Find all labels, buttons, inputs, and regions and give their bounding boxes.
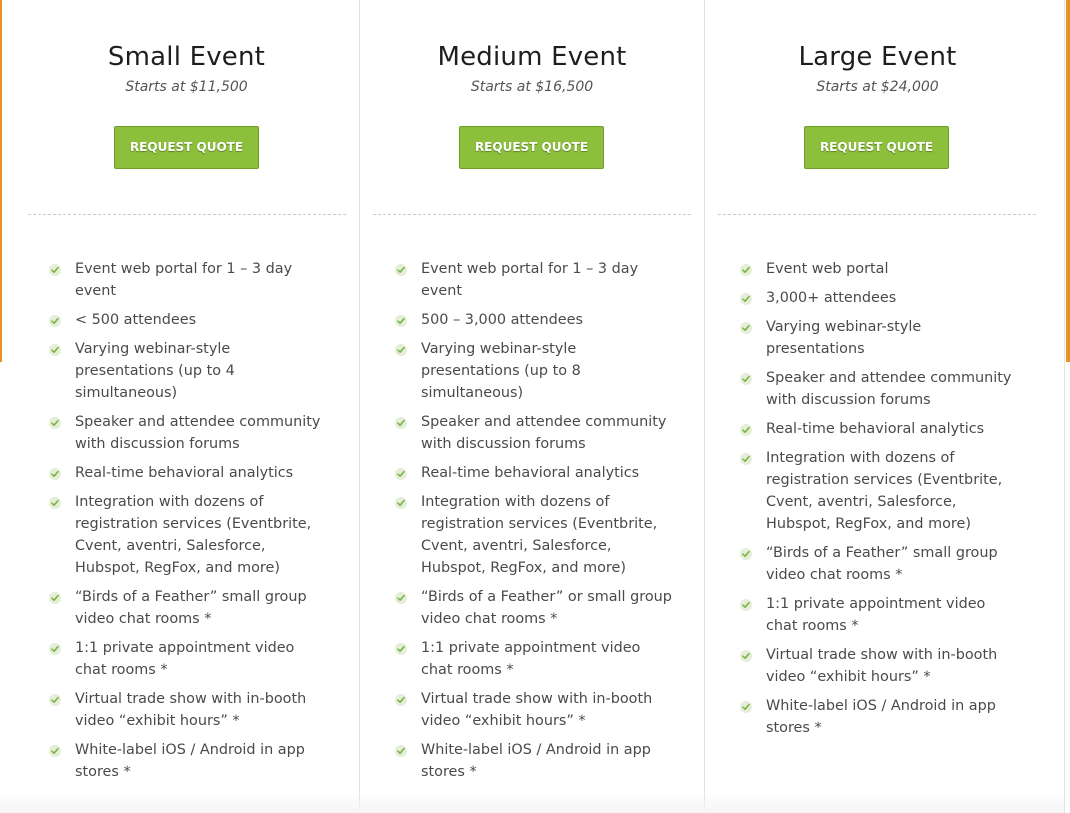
feature-item [395, 586, 675, 630]
feature-text: Event web portal [766, 261, 889, 277]
check-icon [395, 315, 407, 327]
check-icon [395, 694, 407, 706]
feature-item [395, 462, 675, 484]
feature-text: White-label iOS / Android in app stores * [75, 742, 305, 780]
feature-text: 500 – 3,000 attendees [421, 312, 584, 328]
check-icon [740, 599, 752, 611]
request-quote-button[interactable]: REQUEST QUOTE [804, 126, 949, 169]
check-icon [395, 264, 407, 276]
check-icon [49, 694, 61, 706]
plan-card-small [0, 0, 359, 813]
feature-text: Real-time behavioral analytics [766, 421, 985, 437]
request-quote-button[interactable]: REQUEST QUOTE [114, 126, 259, 169]
feature-item [49, 309, 329, 331]
check-icon [49, 344, 61, 356]
check-icon [740, 548, 752, 560]
feature-text: Varying webinar-style presentations (up to 4 simultaneous) [75, 341, 235, 401]
feature-text: Varying webinar-style presentations (up to 8 simultaneous) [421, 341, 581, 401]
check-icon [49, 315, 61, 327]
check-icon [395, 643, 407, 655]
feature-text: White-label iOS / Android in app stores * [766, 698, 996, 736]
feature-text: Real-time behavioral analytics [421, 465, 640, 481]
feature-text: Integration with dozens of registration services (Eventbrite, Cvent, aventri, Salesforce, Hubspot, RegFox, and more) [766, 450, 1003, 532]
request-quote-button[interactable]: REQUEST QUOTE [459, 126, 604, 169]
feature-item [740, 593, 1020, 637]
feature-text: Event web portal for 1 – 3 day event [421, 261, 639, 299]
check-icon [740, 701, 752, 713]
feature-text: White-label iOS / Android in app stores * [421, 742, 651, 780]
check-icon [740, 650, 752, 662]
feature-item [395, 258, 675, 302]
feature-item [740, 287, 1020, 309]
feature-text: 3,000+ attendees [766, 290, 897, 306]
feature-item [740, 695, 1020, 739]
bottom-shadow [0, 791, 1064, 813]
plan-title: Small Event [107, 42, 266, 72]
feature-text: Virtual trade show with in-booth video “exhibit hours” * [421, 691, 653, 729]
check-icon [395, 745, 407, 757]
feature-item [395, 688, 675, 732]
feature-text: Speaker and attendee community with discussion forums [75, 414, 321, 452]
feature-text: 1:1 private appointment video chat rooms * [766, 596, 986, 634]
feature-text: Real-time behavioral analytics [75, 465, 294, 481]
feature-item [740, 367, 1020, 411]
feature-item [740, 316, 1020, 360]
divider [28, 214, 346, 215]
feature-item [49, 586, 329, 630]
divider [718, 214, 1036, 215]
check-icon [49, 417, 61, 429]
plan-card-medium [360, 0, 704, 813]
feature-text: 1:1 private appointment video chat rooms * [421, 640, 641, 678]
accent-bar-right [1066, 0, 1070, 362]
check-icon [395, 497, 407, 509]
feature-text: Virtual trade show with in-booth video “exhibit hours” * [75, 691, 307, 729]
feature-item [740, 418, 1020, 440]
plan-price: Starts at $24,000 [816, 79, 939, 95]
feature-text: “Birds of a Feather” or small group video chat rooms * [421, 589, 672, 627]
check-icon [740, 322, 752, 334]
check-icon [740, 293, 752, 305]
check-icon [49, 592, 61, 604]
feature-text: Integration with dozens of registration services (Eventbrite, Cvent, aventri, Salesforce, Hubspot, RegFox, and more) [421, 494, 658, 576]
check-icon [49, 745, 61, 757]
feature-item [395, 338, 675, 404]
feature-item [49, 491, 329, 579]
feature-text: “Birds of a Feather” small group video chat rooms * [75, 589, 307, 627]
feature-text: Speaker and attendee community with discussion forums [766, 370, 1012, 408]
check-icon [49, 468, 61, 480]
feature-text: Integration with dozens of registration services (Eventbrite, Cvent, aventri, Salesforce, Hubspot, RegFox, and more) [75, 494, 312, 576]
check-icon [49, 643, 61, 655]
feature-item [49, 258, 329, 302]
page-right-border [1064, 0, 1065, 813]
feature-item [395, 491, 675, 579]
check-icon [395, 468, 407, 480]
plan-card-large [705, 0, 1064, 813]
feature-item [49, 637, 329, 681]
plan-price: Starts at $11,500 [125, 79, 248, 95]
check-icon [740, 373, 752, 385]
feature-item [740, 447, 1020, 535]
feature-text: “Birds of a Feather” small group video chat rooms * [766, 545, 998, 583]
feature-text: Virtual trade show with in-booth video “exhibit hours” * [766, 647, 998, 685]
feature-text: Speaker and attendee community with discussion forums [421, 414, 667, 452]
feature-item [49, 462, 329, 484]
feature-item [395, 309, 675, 331]
feature-list [740, 258, 1020, 746]
feature-item [49, 739, 329, 783]
plan-price: Starts at $16,500 [470, 79, 594, 95]
feature-item [395, 739, 675, 783]
check-icon [740, 453, 752, 465]
check-icon [49, 264, 61, 276]
plan-title: Medium Event [437, 42, 627, 72]
check-icon [740, 264, 752, 276]
feature-list [49, 258, 329, 790]
feature-item [49, 688, 329, 732]
feature-item [740, 542, 1020, 586]
check-icon [395, 592, 407, 604]
divider [373, 214, 691, 215]
check-icon [395, 417, 407, 429]
feature-text: 1:1 private appointment video chat rooms * [75, 640, 295, 678]
check-icon [395, 344, 407, 356]
feature-item [395, 637, 675, 681]
feature-item [49, 338, 329, 404]
check-icon [49, 497, 61, 509]
feature-list [395, 258, 675, 790]
check-icon [740, 424, 752, 436]
feature-text: Event web portal for 1 – 3 day event [75, 261, 293, 299]
feature-item [395, 411, 675, 455]
feature-item [740, 258, 1020, 280]
feature-item [49, 411, 329, 455]
feature-text: Varying webinar-style presentations [766, 319, 922, 357]
feature-item [740, 644, 1020, 688]
feature-text: < 500 attendees [75, 312, 197, 328]
plan-title: Large Event [798, 42, 957, 72]
